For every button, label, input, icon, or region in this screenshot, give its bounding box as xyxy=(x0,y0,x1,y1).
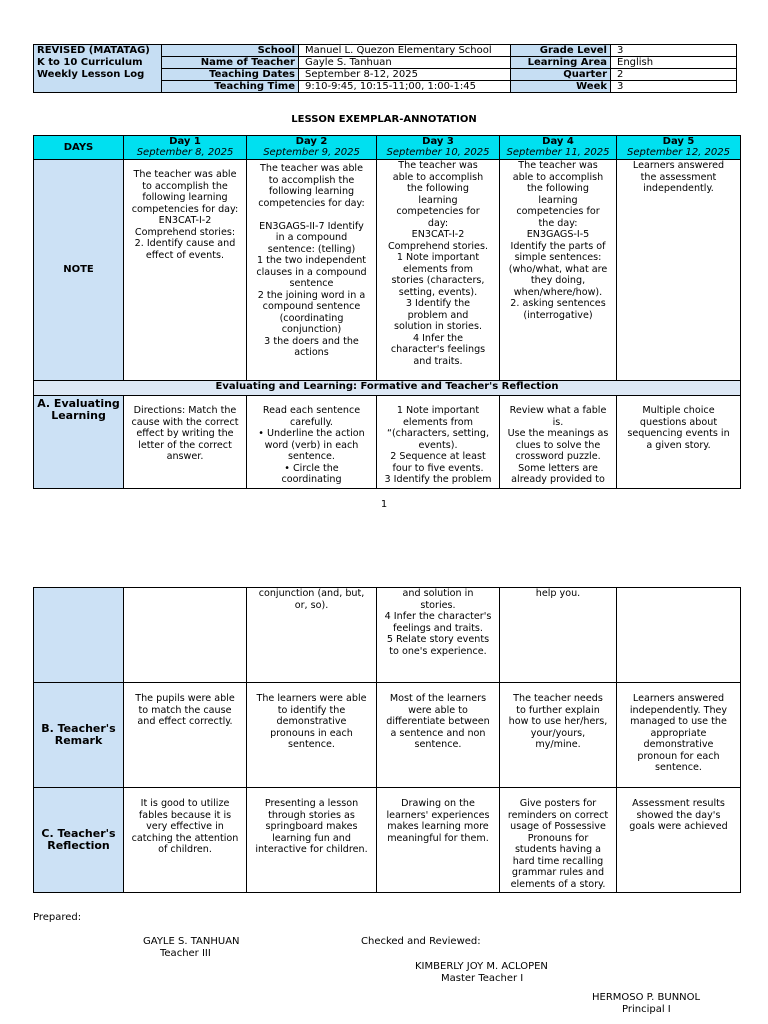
eval-text: Directions: Match the cause with the correct effect by writing the letter of the correct answer. xyxy=(131,405,239,462)
remark-text: The learners were able to identify the demonstrative pronouns in each sentence. xyxy=(256,693,367,750)
principal-title: Principal I xyxy=(622,1004,671,1015)
day-header-3 xyxy=(377,136,500,160)
note-text: Learners answered the assessment independently. xyxy=(632,160,725,194)
checker-title: Master Teacher I xyxy=(441,973,524,984)
eval-label xyxy=(34,396,124,489)
reflection-text: Presenting a lesson through stories as springboard makes learning fun and interactive for children. xyxy=(255,798,368,855)
remark-cell-1 xyxy=(124,683,247,788)
note-cell-3 xyxy=(377,160,500,381)
learning-area-label: Learning Area xyxy=(511,57,611,69)
evaluation-band: Evaluating and Learning: Formative and Teacher's Reflection xyxy=(34,381,741,396)
day-header-5 xyxy=(617,136,741,160)
day-date: September 12, 2025 xyxy=(627,147,730,158)
curriculum-title: REVISED (MATATAG) K to 10 Curriculum Weekly Lesson Log xyxy=(34,45,162,93)
note-cell-1 xyxy=(124,160,247,381)
eval-cont-cell-2 xyxy=(247,588,377,683)
day-name: Day 5 xyxy=(662,136,695,147)
teacher-value: Gayle S. Tanhuan xyxy=(299,57,511,69)
eval-text: Review what a fable is. Use the meanings as clues to solve the crossword puzzle. Some letters are already provided to xyxy=(507,405,609,485)
remark-text: Learners answered independently. They managed to use the appropriate demonstrative pronoun for each sentence. xyxy=(629,693,728,773)
eval-text: Multiple choice questions about sequencing events in a given story. xyxy=(627,405,730,451)
preparer-title: Teacher III xyxy=(160,948,211,959)
eval-cont-cell-3 xyxy=(377,588,500,683)
remark-cell-3 xyxy=(377,683,500,788)
day-name: Day 3 xyxy=(422,136,454,147)
note-cell-2 xyxy=(247,160,377,381)
reflection-label-text: C. Teacher's Reflection xyxy=(41,827,116,852)
remark-text: The pupils were able to match the cause and effect correctly. xyxy=(135,693,235,727)
remark-text: The teacher needs to further explain how to use her/hers, your/yours, my/mine. xyxy=(508,693,608,750)
eval-cell-2 xyxy=(247,396,377,489)
remark-label xyxy=(34,683,124,788)
grade-level-value: 3 xyxy=(611,45,737,57)
reflection-text: Drawing on the learners' experiences makes learning more meaningful for them. xyxy=(386,798,490,844)
day-header-2 xyxy=(247,136,377,160)
remark-cell-4 xyxy=(500,683,617,788)
note-label: NOTE xyxy=(34,160,124,381)
day-date: September 11, 2025 xyxy=(506,147,610,158)
principal-name: HERMOSO P. BUNNOL xyxy=(592,992,701,1003)
school-value: Manuel L. Quezon Elementary School xyxy=(299,45,511,57)
eval-cont-cell-1 xyxy=(124,588,247,683)
time-value: 9:10-9:45, 10:15-11;00, 1:00-1:45 xyxy=(299,81,511,93)
eval-text: Read each sentence carefully. • Underline the action word (verb) in each sentence. • Circle the coordinating xyxy=(258,405,365,485)
day-header-1 xyxy=(124,136,247,160)
dates-label: Teaching Dates xyxy=(162,69,299,81)
note-text: The teacher was able to accomplish the following learning competencies for the day: EN3GAGS-I-5 Identify the parts of simple sentences: (who/what, what are they doing, when/where/how). 2. asking sentences (interrogative) xyxy=(508,160,608,321)
day-name: Day 2 xyxy=(295,136,328,147)
eval-text: 1 Note important elements from “(characters, setting, events). 2 Sequence at least four to five events. 3 Identify the problem xyxy=(384,405,492,485)
header-table xyxy=(33,44,737,93)
day-name: Day 1 xyxy=(169,136,201,147)
day-date: September 8, 2025 xyxy=(136,147,234,158)
eval-cell-1 xyxy=(124,396,247,489)
eval-text: and solution in stories. 4 Infer the character's feelings and traits. 5 Relate story events to one's experience. xyxy=(384,588,492,657)
days-label: DAYS xyxy=(34,136,124,160)
eval-cell-3 xyxy=(377,396,500,489)
day-name: Day 4 xyxy=(542,136,574,147)
lesson-table-page2 xyxy=(33,587,741,893)
remark-text: Most of the learners were able to differentiate between a sentence and non sentence. xyxy=(386,693,490,750)
checker-name: KIMBERLY JOY M. ACLOPEN xyxy=(415,961,548,972)
lesson-table-page1 xyxy=(33,135,741,489)
remark-cell-2 xyxy=(247,683,377,788)
eval-cont-cell-4 xyxy=(500,588,617,683)
quarter-label: Quarter xyxy=(511,69,611,81)
page-number: 1 xyxy=(380,499,388,510)
week-label: Week xyxy=(511,81,611,93)
remark-cell-5 xyxy=(617,683,741,788)
reflection-cell-5 xyxy=(617,788,741,893)
eval-cell-5 xyxy=(617,396,741,489)
reflection-text: Assessment results showed the day's goals were achieved xyxy=(629,798,728,832)
note-cell-5 xyxy=(617,160,741,381)
reflection-cell-1 xyxy=(124,788,247,893)
note-cell-4 xyxy=(500,160,617,381)
prepared-label: Prepared: xyxy=(33,912,82,923)
week-value: 3 xyxy=(611,81,737,93)
page-title: LESSON EXEMPLAR-ANNOTATION xyxy=(291,114,477,125)
day-date: September 10, 2025 xyxy=(386,147,490,158)
preparer-name: GAYLE S. TANHUAN xyxy=(143,936,240,947)
day-date: September 9, 2025 xyxy=(263,147,360,158)
eval-text: conjunction (and, but, or, so). xyxy=(258,588,365,611)
day-header-4 xyxy=(500,136,617,160)
reflection-cell-4 xyxy=(500,788,617,893)
note-text: The teacher was able to accomplish the following learning competencies for day: EN3CAT-I-2 Comprehend stories: 2. Identify cause and effect of events. xyxy=(131,169,239,261)
dates-value: September 8-12, 2025 xyxy=(299,69,511,81)
eval-label-cont xyxy=(34,588,124,683)
note-text: The teacher was able to accomplish the following learning competencies for day: EN3GAGS-II-7 Identify in a compound sentence: (telling) 1 the two independent clauses in a compound sentence 2 the joining word in a compound sentence (coordinating conjunction) 3 the doers and the actions xyxy=(256,163,367,358)
learning-area-value: English xyxy=(611,57,737,69)
checked-label: Checked and Reviewed: xyxy=(361,936,481,947)
grade-level-label: Grade Level xyxy=(511,45,611,57)
reflection-cell-2 xyxy=(247,788,377,893)
eval-text: help you. xyxy=(535,588,581,599)
reflection-cell-3 xyxy=(377,788,500,893)
eval-cont-cell-5 xyxy=(617,588,741,683)
eval-label-text: A. Evaluating Learning xyxy=(37,397,120,422)
quarter-value: 2 xyxy=(611,69,737,81)
remark-label-text: B. Teacher's Remark xyxy=(41,722,116,747)
school-label: School xyxy=(162,45,299,57)
reflection-text: Give posters for reminders on correct usage of Possessive Pronouns for students having a hard time recalling grammar rules and elements of a story. xyxy=(507,798,609,890)
note-text: The teacher was able to accomplish the following learning competencies for day: EN3CAT-I-2 Comprehend stories. 1 Note important elements from stories (characters, setting, events). 3 Identify the problem and solution in stories. 4 Infer the character's feelings and traits. xyxy=(387,160,489,367)
reflection-text: It is good to utilize fables because it is very effective in catching the attention of children. xyxy=(131,798,239,855)
eval-cell-4 xyxy=(500,396,617,489)
time-label: Teaching Time xyxy=(162,81,299,93)
reflection-label xyxy=(34,788,124,893)
teacher-label: Name of Teacher xyxy=(162,57,299,69)
